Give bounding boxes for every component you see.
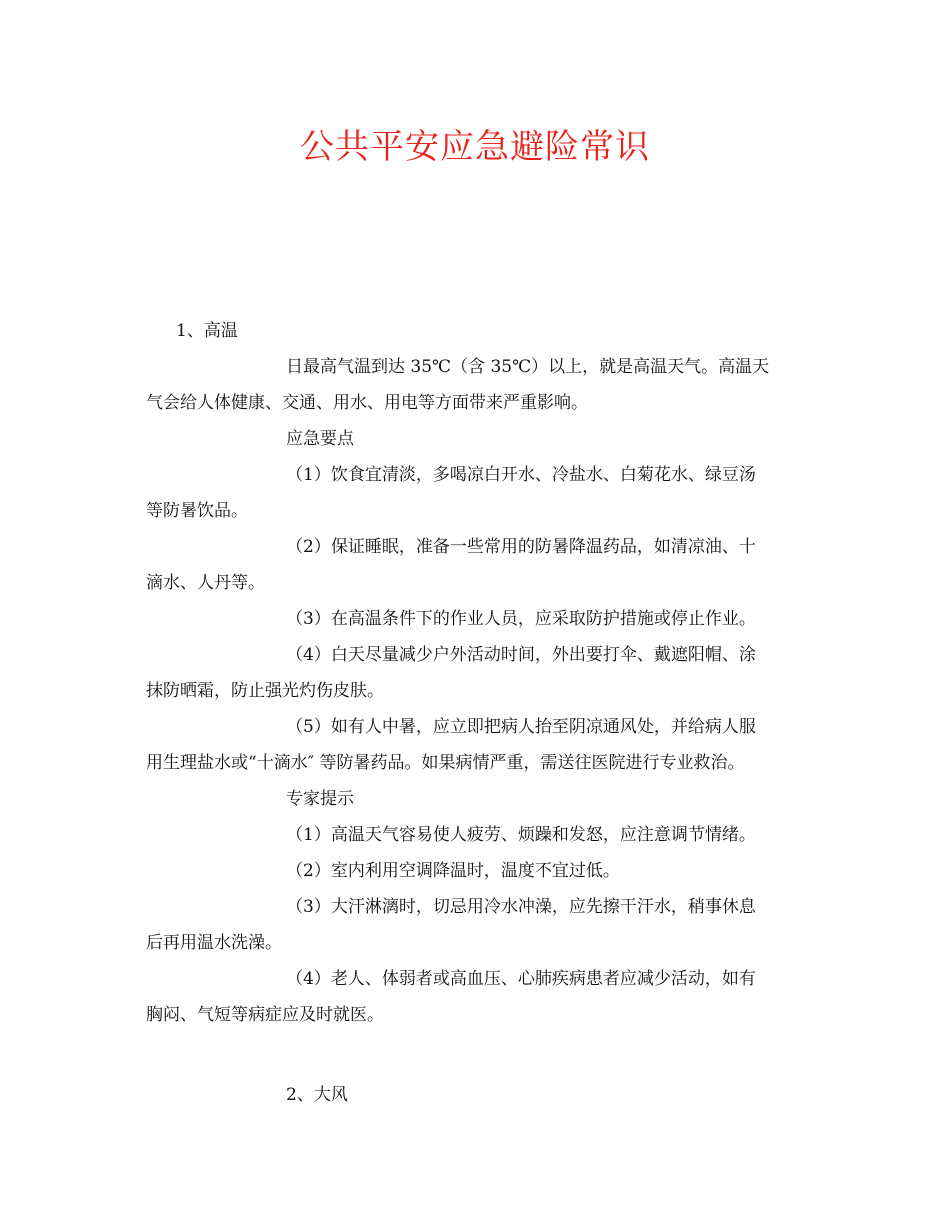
emergency-point-2-line: 滴水、人丹等。 [146,573,265,593]
emergency-points-heading: 应急要点 [286,429,354,449]
emergency-point-4-line: （4）白天尽量减少户外活动时间，外出要打伞、戴遮阳帽、涂 [286,645,756,665]
emergency-point-5-line: （5）如有人中暑，应立即把病人抬至阴凉通风处，并给病人服 [286,717,756,737]
expert-tip-4-line: 胸闷、气短等病症应及时就医。 [146,1005,384,1025]
expert-tip-2-line: （2）室内利用空调降温时，温度不宜过低。 [286,861,620,881]
document-title: 公共平安应急避险常识 [300,127,650,167]
expert-tip-4-line: （4）老人、体弱者或高血压、心肺疾病患者应减少活动，如有 [286,969,756,989]
emergency-point-5-line: 用生理盐水或“十滴水″ 等防暑药品。如果病情严重，需送往医院进行专业救治。 [146,753,745,773]
emergency-point-2-line: （2）保证睡眠，准备一些常用的防暑降温药品，如清凉油、十 [286,537,756,557]
emergency-point-4-line: 抹防晒霜，防止强光灼伤皮肤。 [146,681,384,701]
section-heading-high-temperature: 1、高温 [176,321,238,341]
expert-tips-heading: 专家提示 [286,789,354,809]
section-heading-strong-wind: 2、大风 [286,1085,348,1105]
intro-paragraph-line: 气会给人体健康、交通、用水、用电等方面带来严重影响。 [146,393,588,413]
expert-tip-3-line: （3）大汗淋漓时，切忌用冷水冲澡，应先擦干汗水，稍事休息 [286,897,756,917]
emergency-point-1-line: （1）饮食宜清淡，多喝凉白开水、冷盐水、白菊花水、绿豆汤 [286,465,756,485]
emergency-point-3-line: （3）在高温条件下的作业人员，应采取防护措施或停止作业。 [286,609,756,629]
emergency-point-1-line: 等防暑饮品。 [146,501,248,521]
intro-paragraph-line: 日最高气温到达 35℃（含 35℃）以上，就是高温天气。高温天 [286,357,770,377]
expert-tip-3-line: 后再用温水洗澡。 [146,933,282,953]
expert-tip-1-line: （1）高温天气容易使人疲劳、烦躁和发怒，应注意调节情绪。 [286,825,756,845]
